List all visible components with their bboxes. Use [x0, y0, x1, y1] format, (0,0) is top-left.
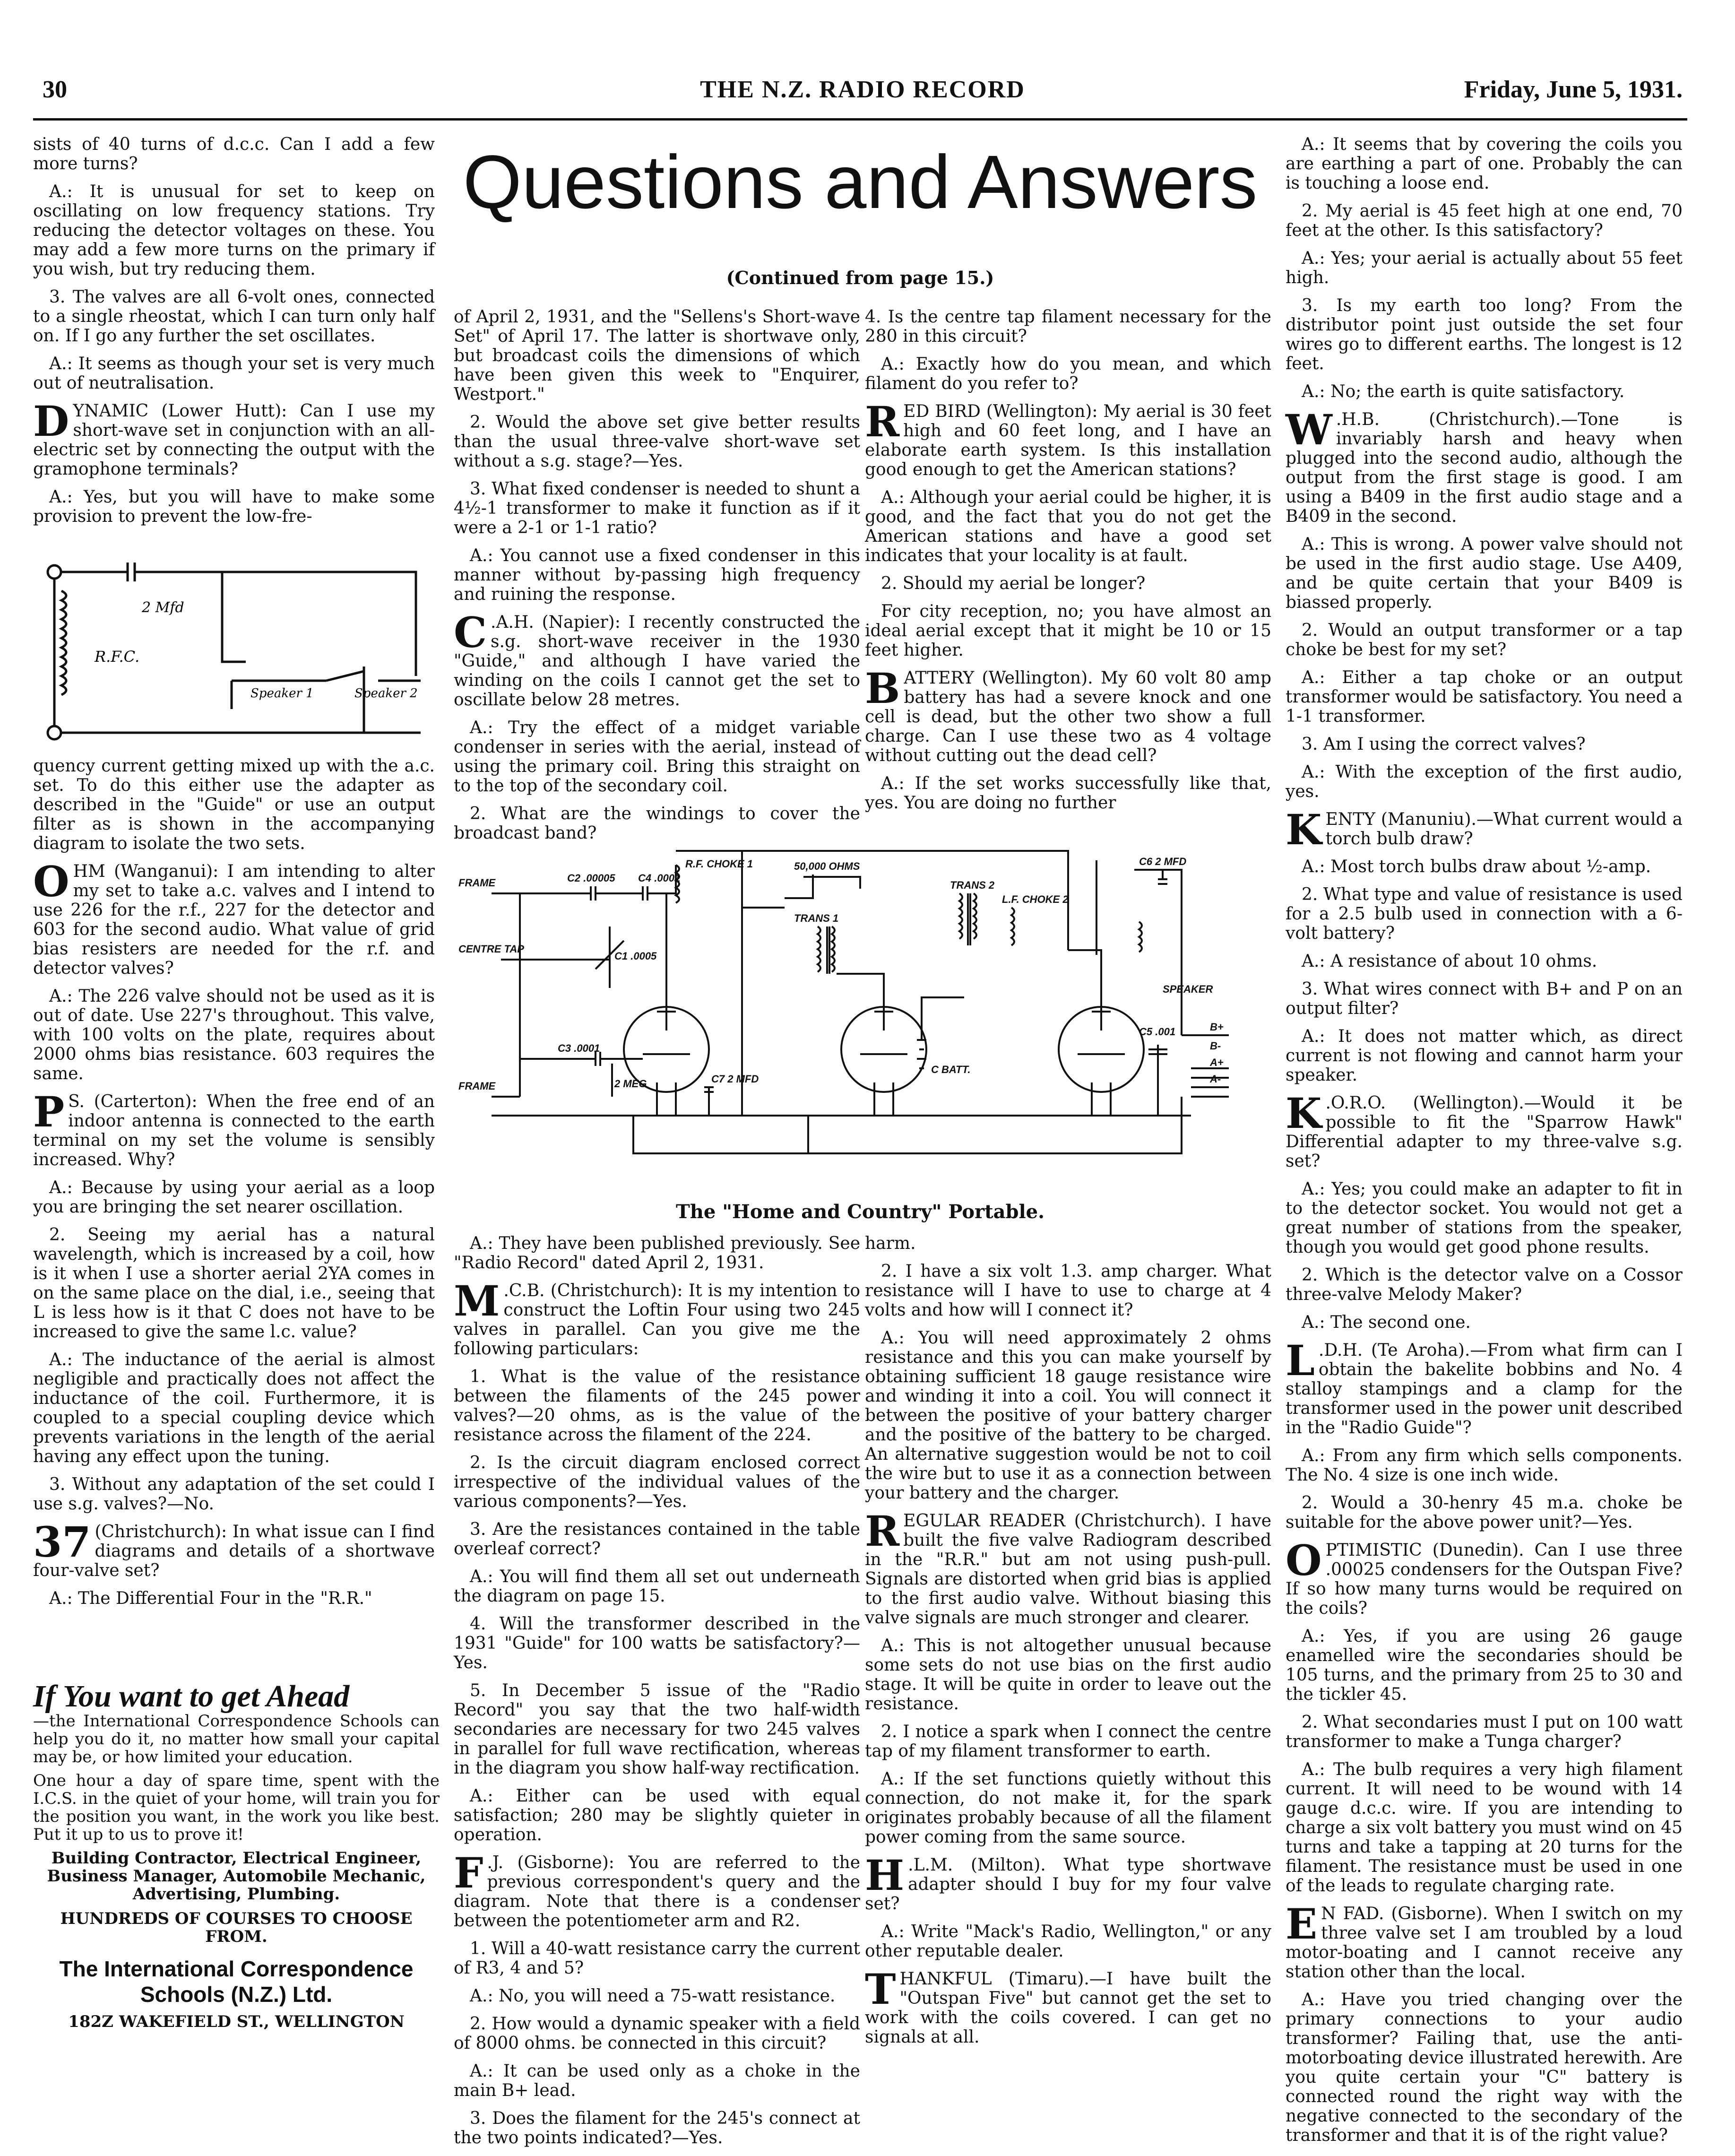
- column-1-cont: [33, 756, 435, 1617]
- question-cah: [454, 608, 860, 710]
- question-optimistic: [1286, 1536, 1683, 1618]
- column-2-lower: [454, 1234, 860, 2156]
- question-mcb: [454, 1276, 860, 1359]
- question: 3. The valves are all 6-volt ones, connected to a single rheostat, which I can turn only half on. If I go any further the set oscillates.: [33, 287, 435, 346]
- speaker1-label: Speaker 1: [250, 686, 314, 701]
- question-whb: [1286, 405, 1683, 526]
- question: 2. Which is the detector valve on a Cossor three-valve Melody Maker?: [1286, 1265, 1683, 1304]
- answer: A.: It can be used only as a choke in the main B+ lead.: [454, 2061, 860, 2100]
- question-ohm: [33, 857, 435, 978]
- answer: A.: Have you tried changing over the primary connections to your audio transformer? Failing that, use the anti-motorboating device illustrated herewith. Are you quite certain your "C" battery is connected round the right way with the negative connected to the secondary of the transformer and that it is of the right value?: [1286, 1990, 1683, 2145]
- drop-cap: T: [865, 1965, 896, 2014]
- question-text: (Christchurch): In what issue can I find diagrams and details of a shortwave four-valve set?: [33, 1522, 435, 1580]
- issue-date: Friday, June 5, 1931.: [1464, 76, 1683, 103]
- page-header: [43, 71, 1683, 109]
- answer: A.: Either a tap choke or an output transformer would be satisfactory. You need a 1-1 transformer.: [1286, 668, 1683, 726]
- question-37: [33, 1517, 435, 1580]
- resistor-label: 50,000 OHMS: [794, 860, 860, 872]
- answer: A.: It seems that by covering the coils you are earthing a part of one. Probably the can is touching a loose end.: [1286, 135, 1683, 193]
- question: 5. In December 5 issue of the "Radio Record" you say that the two half-width secondaries are necessary for two 245 valves in parallel for full wave rectification, whereas in the diagram you show half-way rectification.: [454, 1681, 860, 1778]
- question-hlm: [865, 1851, 1271, 1914]
- drop-cap: P: [33, 1087, 65, 1136]
- drop-cap: E: [1286, 1899, 1318, 1948]
- answer: A.: From any firm which sells components. The No. 4 size is one inch wide.: [1286, 1446, 1683, 1485]
- drop-cap: R: [865, 397, 900, 446]
- question: 4. Is the centre tap filament necessary for the 280 in this circuit?: [865, 307, 1271, 346]
- question-koro: [1286, 1089, 1683, 1171]
- continued-note: (Continued from page 15.): [726, 267, 994, 288]
- drop-cap: O: [33, 857, 69, 906]
- circuit-caption: The "Home and Country" Portable.: [675, 1201, 1045, 1223]
- answer: A.: If the set works successfully like that, yes. You are doing no further: [865, 774, 1271, 813]
- speaker-label: SPEAKER: [1163, 983, 1213, 995]
- answer: A.: Yes; you could make an adapter to fit in to the detector socket. You would not get a great number of stations from the speaker, though you would get good phone results.: [1286, 1179, 1683, 1257]
- a-minus-label: A-: [1210, 1073, 1221, 1085]
- answer: A.: It is unusual for set to keep on oscillating on low frequency stations. Try reducing the detector voltages on these. You may add a few more turns on the primary if you wish, but try reducing them.: [33, 182, 435, 279]
- question-text: .L.M. (Milton). What type shortwave adapter should I buy for my four valve set?: [865, 1855, 1271, 1914]
- drop-cap: C: [454, 608, 487, 657]
- page-number: 30: [43, 76, 67, 103]
- column-1: [33, 135, 435, 535]
- header-rule: [33, 118, 1687, 121]
- drop-cap: R: [865, 1507, 900, 1556]
- question: 2. What type and value of resistance is used for a 2.5 bulb used in connection with a 6-volt battery?: [1286, 885, 1683, 943]
- question-text: ED BIRD (Wellington): My aerial is 30 feet high and 60 feet long, and I have an elaborate earth system. Is this installation good enough to get the American stations?: [865, 402, 1271, 479]
- question-redbird: [865, 397, 1271, 479]
- question-kenty: [1286, 805, 1683, 854]
- question: 3. Is my earth too long? From the distributor point just outside the set four wires go to different earths. The longest is 12 feet.: [1286, 296, 1683, 373]
- ad-paragraph: —the International Correspondence Schools can help you do it, no matter how small your capital may be, or how limited your education.: [33, 1712, 440, 1766]
- answer: A.: You cannot use a fixed condenser in this manner without by-passing high frequency and ruining the response.: [454, 546, 860, 604]
- ad-headline: If You want to get Ahead: [33, 1679, 350, 1714]
- question-text: YNAMIC (Lower Hutt): Can I use my short-wave set in conjunction with an all-electric set by connecting the output with the gramophone terminals?: [33, 401, 435, 479]
- question-text: .O.R.O. (Wellington).—Would it be possible to fit the "Sparrow Hawk" Differential adapter to my three-valve s.g. set?: [1286, 1093, 1683, 1171]
- c3-label: C3 .0001: [558, 1042, 600, 1054]
- frame-bottom-label: FRAME: [458, 1080, 496, 1092]
- answer: A.: Try the effect of a midget variable condenser in series with the aerial, instead of using the primary coil. Bring this straight on to the top of the secondary coil.: [454, 718, 860, 796]
- ad-paragraph: One hour a day of spare time, spent with the I.C.S. in the quiet of your home, will train you for the position you want, in the work you like best. Put it up to us to prove it!: [33, 1771, 440, 1844]
- drop-cap: O: [1286, 1536, 1322, 1585]
- question-text: .H.B. (Christchurch).—Tone is invariably harsh and heavy when plugged into the second audio, although the output from the first stage is good. I am using a B409 in the first audio stage and a B409 in the second.: [1286, 410, 1683, 526]
- question-text: ATTERY (Wellington). My 60 volt 80 amp battery has had a severe knock and one cell is dead, but the other two show a full charge. Can I use these two as 4 voltage without cutting out the dead cell?: [865, 668, 1271, 765]
- answer: A.: No; the earth is quite satisfactory.: [1302, 382, 1625, 401]
- drop-cap: K: [1286, 1089, 1322, 1138]
- masthead: THE N.Z. RADIO RECORD: [700, 76, 1025, 103]
- question-dynamic: [33, 397, 435, 479]
- question-enfad: [1286, 1899, 1683, 1982]
- answer: A.: Either can be used with equal satisfaction; 280 may be slightly quieter in operation.: [454, 1786, 860, 1844]
- question-regular-reader: [865, 1507, 1271, 1628]
- column-3: [865, 307, 1271, 821]
- answer: A.: You will find them all set out underneath the diagram on page 15.: [454, 1567, 860, 1606]
- drop-cap: K: [1286, 805, 1322, 854]
- answer: A.: Yes; your aerial is actually about 55 feet high.: [1286, 249, 1683, 287]
- drop-cap: 37: [33, 1517, 91, 1567]
- question: 3. Are the resistances contained in the table overleaf correct?: [454, 1520, 860, 1559]
- question: 3. Am I using the correct valves?: [1302, 735, 1586, 754]
- cbatt-label: C BATT.: [931, 1064, 971, 1075]
- question-thankful: [865, 1965, 1271, 2047]
- answer: A.: They have been published previously. See "Radio Record" dated April 2, 1931.: [454, 1234, 860, 1273]
- answer: A.: Yes, but you will have to make some provision to prevent the low-fre-: [33, 487, 435, 526]
- c7-label: C7 2 MFD: [711, 1073, 759, 1085]
- answer: A.: The second one.: [1302, 1313, 1471, 1332]
- trans1-label: TRANS 1: [794, 912, 839, 924]
- question: 2. I have a six volt 1.3. amp charger. What resistance will I have to use to charge at 4 volts and how will I connect it?: [865, 1262, 1271, 1320]
- c1-label: C1 .0005: [614, 950, 657, 962]
- answer: A.: The 226 valve should not be used as it is out of date. Use 227's throughout. This valve, with 100 volts on the plate, requires about 2000 ohms bias resistance. 603 requires the same.: [33, 987, 435, 1083]
- drop-cap: B: [865, 664, 900, 713]
- answer: For city reception, no; you have almost an ideal aerial except that it might be 10 or 15 feet higher.: [865, 602, 1271, 660]
- question-text: HM (Wanganui): I am intending to alter my set to take a.c. valves and I intend to use 226 for the r.f., 227 for the detector and 603 for the second audio. What value of grid bias resisters are needed for the r.f. and detector valves?: [33, 862, 435, 978]
- question: 2. Seeing my aerial has a natural wavelength, which is increased by a coil, how is it when I use a shorter aerial 2YA comes in on the same place on the dial, i.e., seeing that L is less how is it that C does not have to be increased to give the same l.c. value?: [33, 1225, 435, 1342]
- answer: A.: You will need approximately 2 ohms resistance and this you can make yourself by obtaining sufficient 18 gauge resistance wire and winding it into a coil. You will connect it between the positive of your battery charger and the positive of the battery to be charged. An alternative suggestion would be not to coil the wire but to use it as a connection between your battery and the charger.: [865, 1328, 1271, 1503]
- answer: A.: This is wrong. A power valve should not be used in the first audio stage. Use A409, and be quite certain that your B409 is biassed properly.: [1286, 535, 1683, 612]
- question-ldh: [1286, 1336, 1683, 1437]
- question-ps: [33, 1087, 435, 1169]
- lfchoke-label: L.F. CHOKE 2: [1002, 893, 1069, 905]
- answer: A.: The bulb requires a very high filament current. It will need to be wound with 14 gauge d.c.c. wire. If you are intending to charge a six volt battery you must wind on 45 turns and take a tapping at 20 turns for the filament. The resistance must be used in one of the leads to regulate charging rate.: [1286, 1760, 1683, 1896]
- ics-advertisement: [33, 1679, 440, 2075]
- b-plus-label: B+: [1210, 1021, 1224, 1033]
- drop-cap: D: [33, 397, 69, 446]
- ad-address: 182Z WAKEFIELD ST., WELLINGTON: [68, 2012, 405, 2031]
- drop-cap: F: [454, 1848, 483, 1897]
- a-plus-label: A+: [1210, 1056, 1224, 1068]
- column-2: [454, 307, 860, 851]
- answer: A.: Exactly how do you mean, and which filament do you refer to?: [865, 355, 1271, 393]
- answer-cont: quency current getting mixed up with the a.c. set. To do this either use the adapter as described in the "Guide" or use an output filter as is shown in the accompanying diagram to isolate the two sets.: [33, 756, 435, 853]
- question: 3. Without any adaptation of the set could I use s.g. valves?—No.: [33, 1475, 435, 1514]
- drop-cap: H: [865, 1851, 905, 1900]
- answer: A.: If the set functions quietly without this connection, do not make it, for the spark originates probably because of all the filament power coming from the same source.: [865, 1769, 1271, 1847]
- question-text: PTIMISTIC (Dunedin). Can I use three .00025 condensers for the Outspan Five? If so how many turns would be required on the coils?: [1286, 1541, 1683, 1618]
- question-text: N FAD. (Gisborne). When I switch on my three valve set I am troubled by a loud motor-boating and I cannot receive any station other than the local.: [1286, 1904, 1683, 1982]
- rfc-label: R.F.C.: [95, 648, 140, 666]
- question: 2. Would a 30-henry 45 m.a. choke be suitable for the above power unit?—Yes.: [1286, 1493, 1683, 1532]
- ad-organisation: The International Correspondence Schools (N.Z.) Ltd.: [59, 1957, 414, 2007]
- answer: A.: It does not matter which, as direct current is not flowing and cannot harm your speaker.: [1286, 1027, 1683, 1085]
- question: 2. My aerial is 45 feet high at one end, 70 feet at the other. Is this satisfactory?: [1286, 201, 1683, 240]
- paragraph: sists of 40 turns of d.c.c. Can I add a few more turns?: [33, 135, 435, 173]
- answer: A.: The inductance of the aerial is almost negligible and practically does not affect the inductance of the coil. Furthermore, it is coupled to a special coupling device which prevents variations in the length of the aerial having any effect upon the tuning.: [33, 1350, 435, 1466]
- question: 2. Is the circuit diagram enclosed correct irrespective of the individual values of the various components?—Yes.: [454, 1453, 860, 1511]
- answer: A.: Because by using your aerial as a loop you are bringing the set nearer oscillation.: [33, 1178, 435, 1217]
- home-and-country-circuit: [454, 832, 1267, 1182]
- question: 2. What secondaries must I put on 100 watt transformer to make a Tunga charger?: [1286, 1713, 1683, 1751]
- question: 2. Should my aerial be longer?: [881, 574, 1146, 593]
- question: 3. What fixed condenser is needed to shunt a 4½-1 transformer to make it function as if it were a 2-1 or 1-1 ratio?: [454, 479, 860, 537]
- question-fj: [454, 1848, 860, 1931]
- paragraph: of April 2, 1931, and the "Sellens's Short-wave Set" of April 17. The latter is shortwave only, but broadcast coils the dimensions of which have been given this week to "Enquirer, Westport.": [454, 307, 860, 404]
- answer: A.: A resistance of about 10 ohms.: [1302, 952, 1597, 971]
- answer: A.: Write "Mack's Radio, Wellington," or any other reputable dealer.: [865, 1922, 1271, 1961]
- question: 3. What wires connect with B+ and P on an output filter?: [1286, 979, 1683, 1018]
- answer: A.: This is not altogether unusual because some sets do not use bias on the first audio stage. It will be quite in order to leave out the resistance.: [865, 1636, 1271, 1714]
- answer: A.: Yes, if you are using 26 gauge enamelled wire the secondaries should be 105 turns, and the primary from 25 to 30 and the tickler 45.: [1286, 1627, 1683, 1704]
- question: 2. Would an output transformer or a tap choke be best for my set?: [1286, 621, 1683, 659]
- question-text: HANKFUL (Timaru).—I have built the "Outspan Five" but cannot get the set to work with the coils covered. I can get no signals at all.: [865, 1969, 1271, 2047]
- output-filter-diagram: [33, 553, 435, 752]
- question: 2. How would a dynamic speaker with a field of 8000 ohms. be connected in this circuit?: [454, 2014, 860, 2053]
- c5-label: C5 .001: [1139, 1026, 1176, 1038]
- speaker2-label: Speaker 2: [354, 686, 418, 701]
- rfc-label: R.F. CHOKE 1: [685, 858, 753, 870]
- question-text: ENTY (Manuniu).—What current would a torch bulb draw?: [1325, 810, 1683, 849]
- question-text: .A.H. (Napier): I recently constructed the s.g. short-wave receiver in the 1930 "Guide," and although I have varied the winding on the coils I cannot get the set to oscillate below 28 metres.: [454, 613, 860, 710]
- meg-label: 2 MEG: [614, 1078, 647, 1090]
- question: 4. Will the transformer described in the 1931 "Guide" for 100 watts be satisfactory?—Yes.: [454, 1614, 860, 1672]
- centre-tap-label: CENTRE TAP: [458, 943, 524, 955]
- ad-course-list: Building Contractor, Electrical Engineer, Business Manager, Automobile Mechanic, Advertising, Plumbing.: [47, 1849, 426, 1904]
- drop-cap: M: [454, 1276, 500, 1325]
- page-title: Questions and Answers: [463, 139, 1258, 224]
- answer: A.: Most torch bulbs draw about ½-amp.: [1302, 857, 1651, 876]
- trans2-label: TRANS 2: [950, 879, 995, 891]
- question-text: S. (Carterton): When the free end of an indoor antenna is connected to the earth terminal on my set the volume is sensibly increased. Why?: [33, 1092, 435, 1169]
- answer: A.: It seems as though your set is very much out of neutralisation.: [33, 354, 435, 393]
- question: 1. Will a 40-watt resistance carry the current of R3, 4 and 5?: [454, 1939, 860, 1978]
- question: 2. I notice a spark when I connect the centre tap of my filament transformer to earth.: [865, 1722, 1271, 1761]
- question: 2. What are the windings to cover the broadcast band?: [454, 804, 860, 843]
- answer: A.: The Differential Four in the "R.R.": [49, 1589, 372, 1608]
- question: 2. Would the above set give better results than the usual three-valve short-wave set without a s.g. stage?—Yes.: [454, 413, 860, 471]
- b-minus-label: B-: [1210, 1040, 1221, 1052]
- drop-cap: W: [1286, 405, 1332, 454]
- question: 3. Does the filament for the 245's connect at the two points indicated?—Yes.: [454, 2109, 860, 2147]
- frame-top-label: FRAME: [458, 877, 496, 889]
- c6-label: C6 2 MFD: [1139, 856, 1187, 867]
- column-3-lower: [865, 1234, 1271, 2055]
- question-text: .D.H. (Te Aroha).—From what firm can I obtain the bakelite bobbins and No. 4 stalloy stampings and a clamp for the transformer used in the power unit described in the "Radio Guide"?: [1286, 1341, 1683, 1437]
- ad-courses-note: HUNDREDS OF COURSES TO CHOOSE FROM.: [60, 1909, 413, 1946]
- column-4: [1286, 135, 1683, 2154]
- cap-label: 2 Mfd: [142, 599, 184, 616]
- question: 1. What is the value of the resistance between the filaments of the 245 power valves?—20 ohms, as is the value of the resistance across the filament of the 224.: [454, 1367, 860, 1445]
- answer: A.: No, you will need a 75-watt resistance.: [470, 1986, 836, 2006]
- answer: A.: With the exception of the first audio, yes.: [1286, 762, 1683, 801]
- drop-cap: L: [1286, 1336, 1315, 1385]
- answer: A.: Although your aerial could be higher, it is good, and the fact that you do not get the American stations and have a good set indicates that your locality is at fault.: [865, 488, 1271, 565]
- paragraph: harm.: [865, 1234, 916, 1253]
- question-text: .C.B. (Christchurch): It is my intention to construct the Loftin Four using two 245 valves in parallel. Can you give me the following particulars:: [454, 1281, 860, 1359]
- question-text: .J. (Gisborne): You are referred to the previous correspondent's query and the diagram. Note that there is a condenser between the potentiometer arm and R2.: [454, 1853, 860, 1931]
- c4-label: C4 .0001: [638, 872, 681, 884]
- c2-label: C2 .00005: [567, 872, 615, 884]
- question-text: EGULAR READER (Christchurch). I have built the five valve Radiogram described in the "R.R." but am not using push-pull. Signals are distorted when grid bias is applied to the first audio valve. Without biasing this valve signals are much stronger and clearer.: [865, 1511, 1271, 1628]
- question-battery: [865, 664, 1271, 765]
